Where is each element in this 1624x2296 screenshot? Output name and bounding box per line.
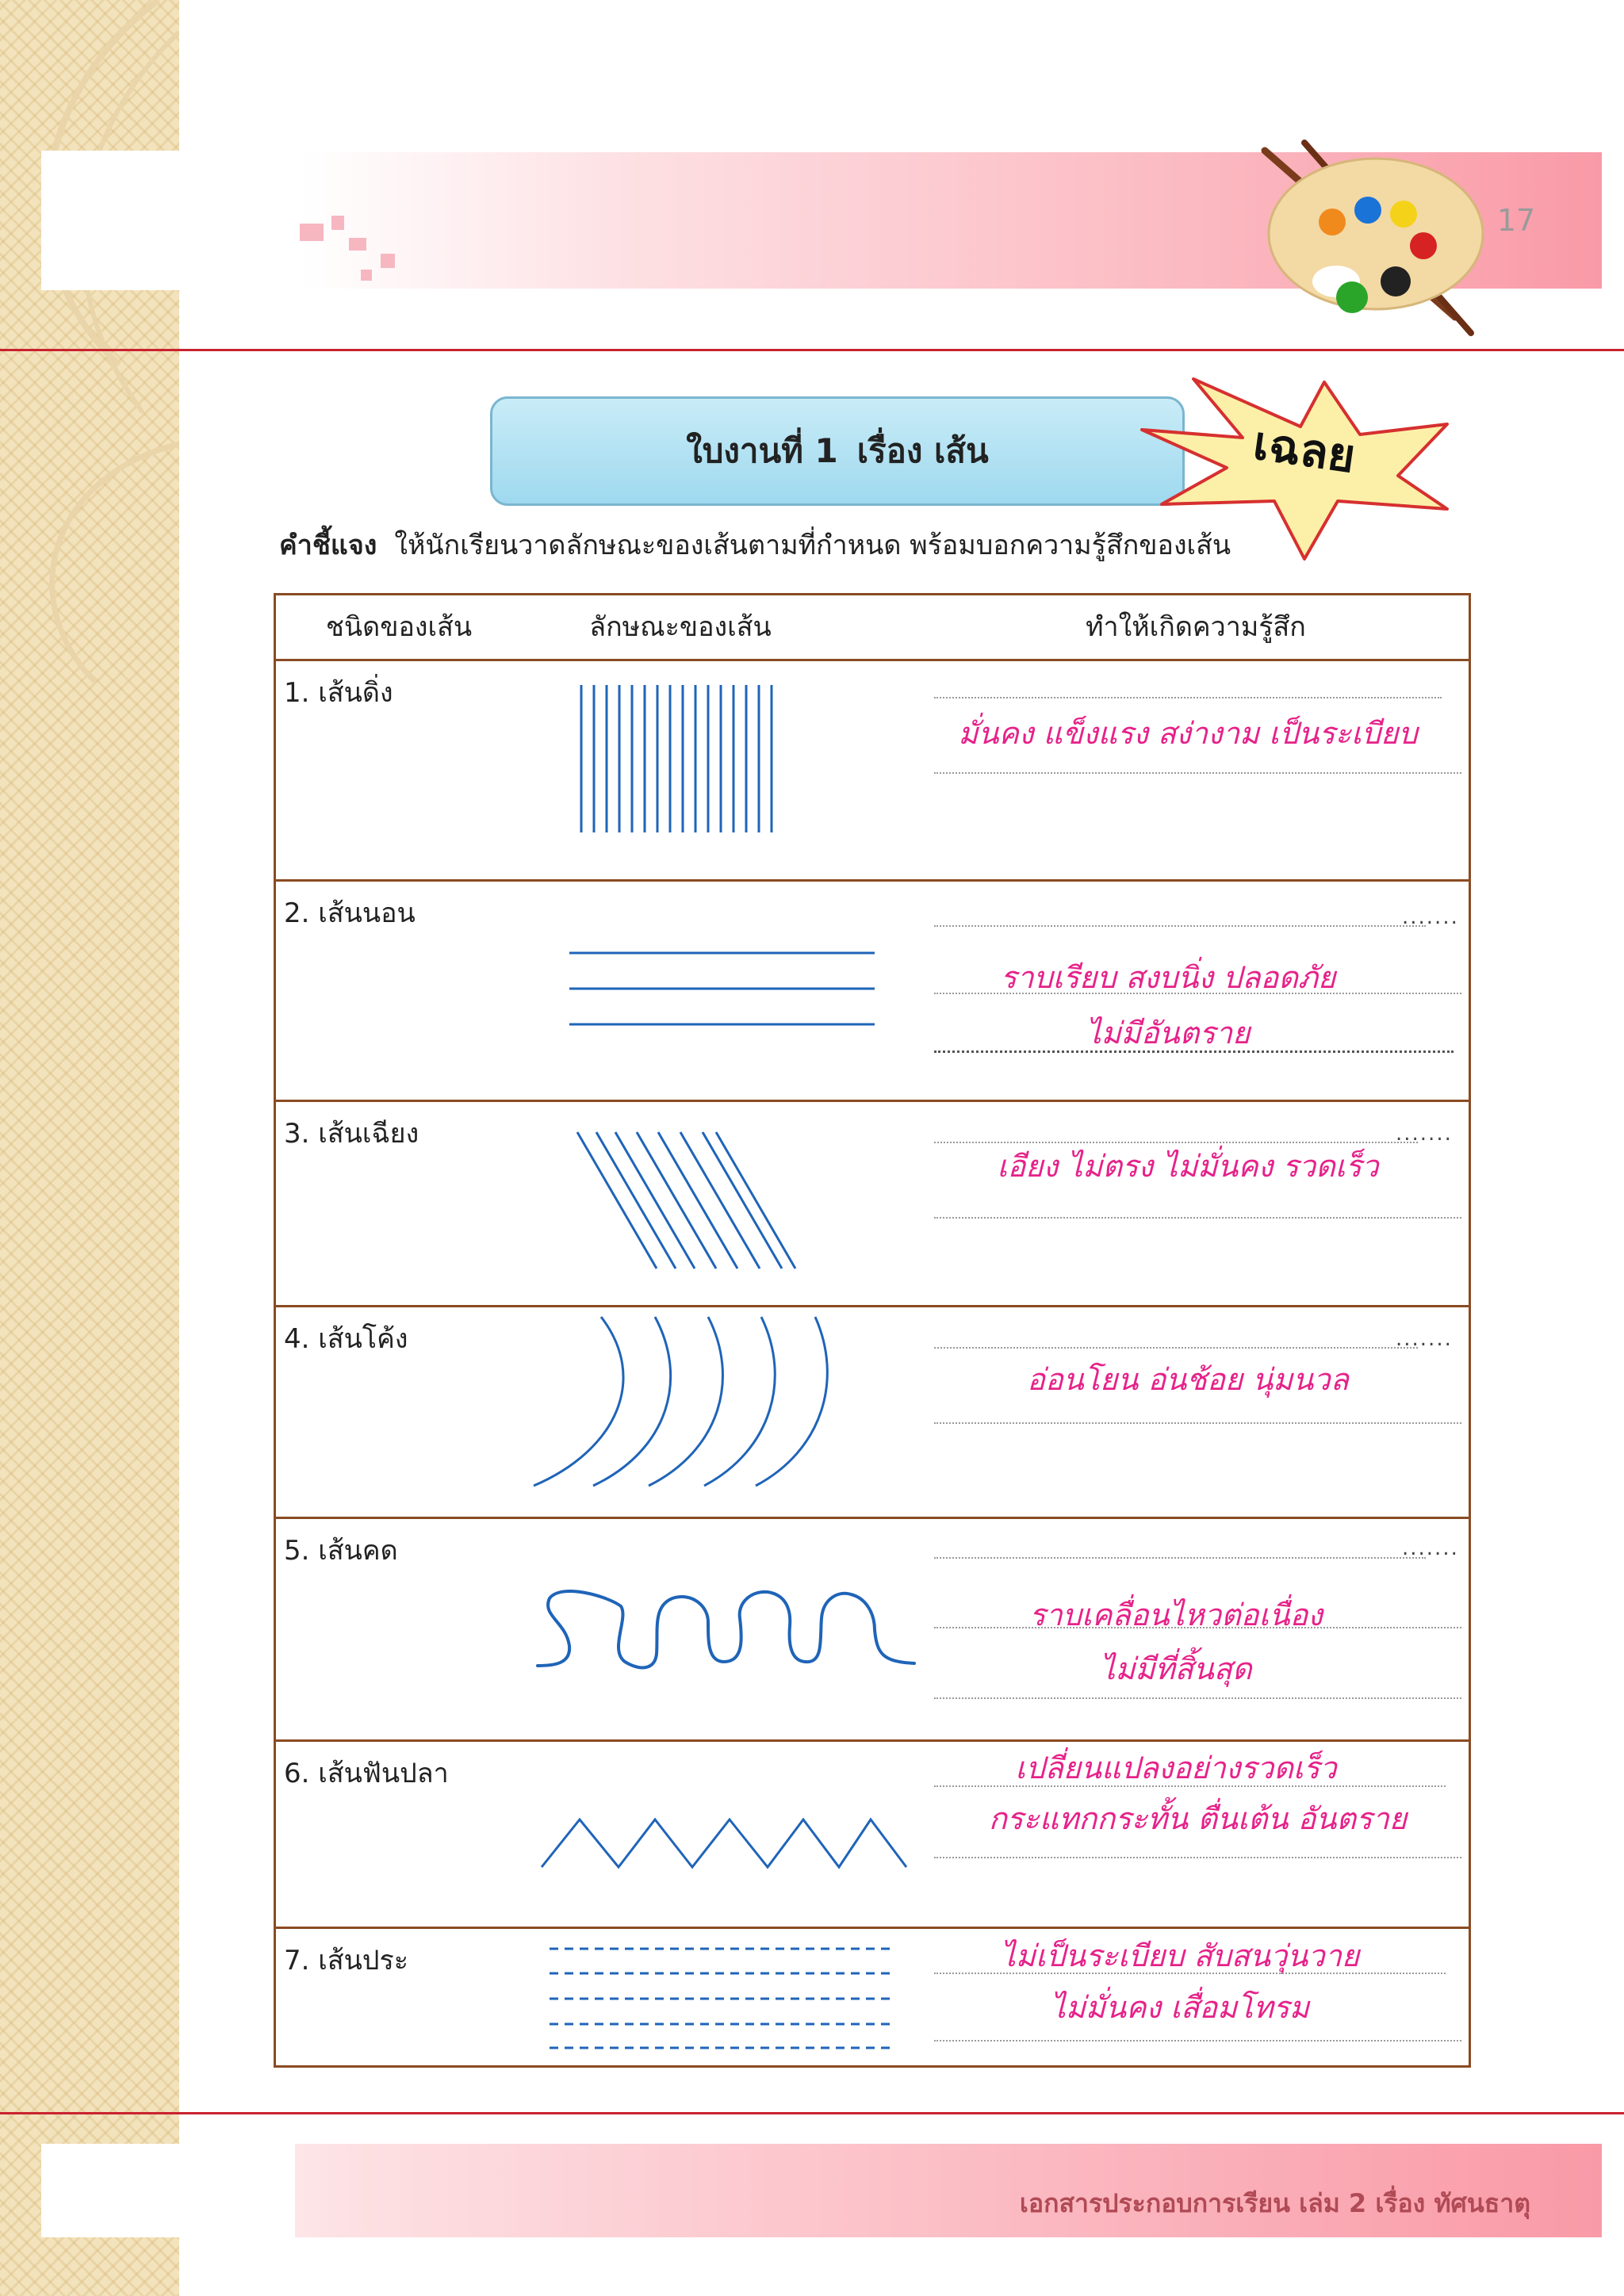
row-label: 5. เส้นคด: [284, 1535, 398, 1567]
answer-line: [934, 1557, 1426, 1559]
answer-text: อ่อนโยน อ่นช้อย นุ่มนวล: [1027, 1362, 1349, 1397]
worksheet-topic: เรื่อง เส้น: [856, 431, 989, 470]
answer-line: [934, 1857, 1461, 1858]
answer-line: [934, 1697, 1461, 1699]
instructions-label: คำชี้แจง: [279, 530, 377, 561]
header-blank: [41, 151, 303, 290]
answer-line: [934, 925, 1426, 927]
header-pixel: [349, 238, 366, 251]
answer-line: [934, 1627, 1461, 1628]
answer-text: กระแทกกระทั้น ตื่นเต้น อันตราย: [988, 1801, 1408, 1836]
footer-blank: [41, 2144, 295, 2237]
answer-text: ราบเรียบ สงบนิ่ง ปลอดภัย: [1000, 960, 1336, 995]
header-rule: [0, 349, 1624, 351]
paint-palette-icon: [1257, 135, 1487, 341]
curved-lines-drawing: [276, 1307, 1469, 1517]
answer-line: [934, 1785, 1446, 1787]
header-feeling: ทำให้เกิดความรู้สึก: [1086, 611, 1306, 643]
header-pixel: [300, 224, 324, 241]
answer-text: ไม่มั่นคง เสื่อมโทรม: [1050, 1990, 1310, 2025]
header-line-type: ชนิดของเส้น: [325, 611, 473, 643]
answer-line: [934, 993, 1461, 994]
table-row: [276, 661, 1469, 879]
answer-text: ไม่มีอันตราย: [1086, 1016, 1251, 1050]
worksheet-table: [274, 593, 1471, 2068]
ellipsis-mark: .......: [1402, 905, 1459, 929]
answer-text: ไม่มีที่สิ้นสุด: [1100, 1651, 1252, 1686]
answer-text: เอียง ไม่ตรง ไม่มั่นคง รวดเร็ว: [997, 1149, 1379, 1184]
diagonal-lines-drawing: [276, 1102, 1469, 1305]
answer-line: [934, 1050, 1454, 1053]
row-label: 1. เส้นดิ่ง: [284, 677, 393, 709]
footer-rule: [0, 2112, 1624, 2114]
worksheet-number: ใบงานที่ 1: [686, 431, 838, 470]
header-pixel: [331, 216, 344, 230]
answer-text: เปลี่ยนแปลงอย่างรวดเร็ว: [1015, 1751, 1337, 1785]
header-pixel: [381, 254, 395, 268]
answer-line: [934, 1217, 1461, 1219]
swirl-decoration: [0, 0, 179, 714]
answer-line: [934, 697, 1442, 698]
table-row: [276, 1519, 1469, 1739]
row-label: 4. เส้นโค้ง: [284, 1323, 408, 1355]
ellipsis-mark: .......: [1396, 1122, 1453, 1146]
row-label: 6. เส้นฟันปลา: [284, 1758, 449, 1789]
answer-line: [934, 1347, 1418, 1349]
table-row: [276, 1307, 1469, 1517]
table-row: [276, 882, 1469, 1100]
answer-line: [934, 772, 1461, 774]
vertical-lines-drawing: [276, 661, 1469, 879]
footer-title: เอกสารประกอบการเรียน เล่ม 2 เรื่อง ทัศนธาตุ: [1019, 2188, 1530, 2218]
instructions-text: ให้นักเรียนวาดลักษณะของเส้นตามที่กำหนด พร้อมบอกความรู้สึกของเส้น: [394, 530, 1231, 561]
instructions: [279, 523, 1548, 566]
ellipsis-mark: .......: [1402, 1536, 1459, 1560]
row-label: 2. เส้นนอน: [284, 897, 416, 929]
table-row: [276, 1742, 1469, 1927]
answer-badge: เฉลย: [1250, 415, 1359, 484]
answer-text: มั่นคง แข็งแรง สง่างาม เป็นระเบียบ: [958, 716, 1418, 751]
worksheet-title: [490, 396, 1185, 506]
row-label: 3. เส้นเฉียง: [284, 1118, 419, 1150]
page-number: 17: [1496, 203, 1536, 238]
answer-line: [934, 1422, 1461, 1424]
answer-line: [934, 1973, 1446, 1974]
answer-text: ไม่เป็นระเบียบ สับสนวุ่นวาย: [1000, 1938, 1360, 1973]
header-line-character: ลักษณะของเส้น: [589, 611, 772, 643]
answer-line: [934, 2040, 1461, 2042]
row-label: 7. เส้นประ: [284, 1945, 408, 1976]
header-pixel: [361, 270, 372, 281]
answer-text: ราบเคลื่อนไหวต่อเนื่อง: [1029, 1598, 1323, 1632]
table-row: [276, 1929, 1469, 2065]
ellipsis-mark: .......: [1396, 1327, 1453, 1351]
table-row: [276, 1102, 1469, 1305]
side-decoration: [0, 0, 179, 2296]
